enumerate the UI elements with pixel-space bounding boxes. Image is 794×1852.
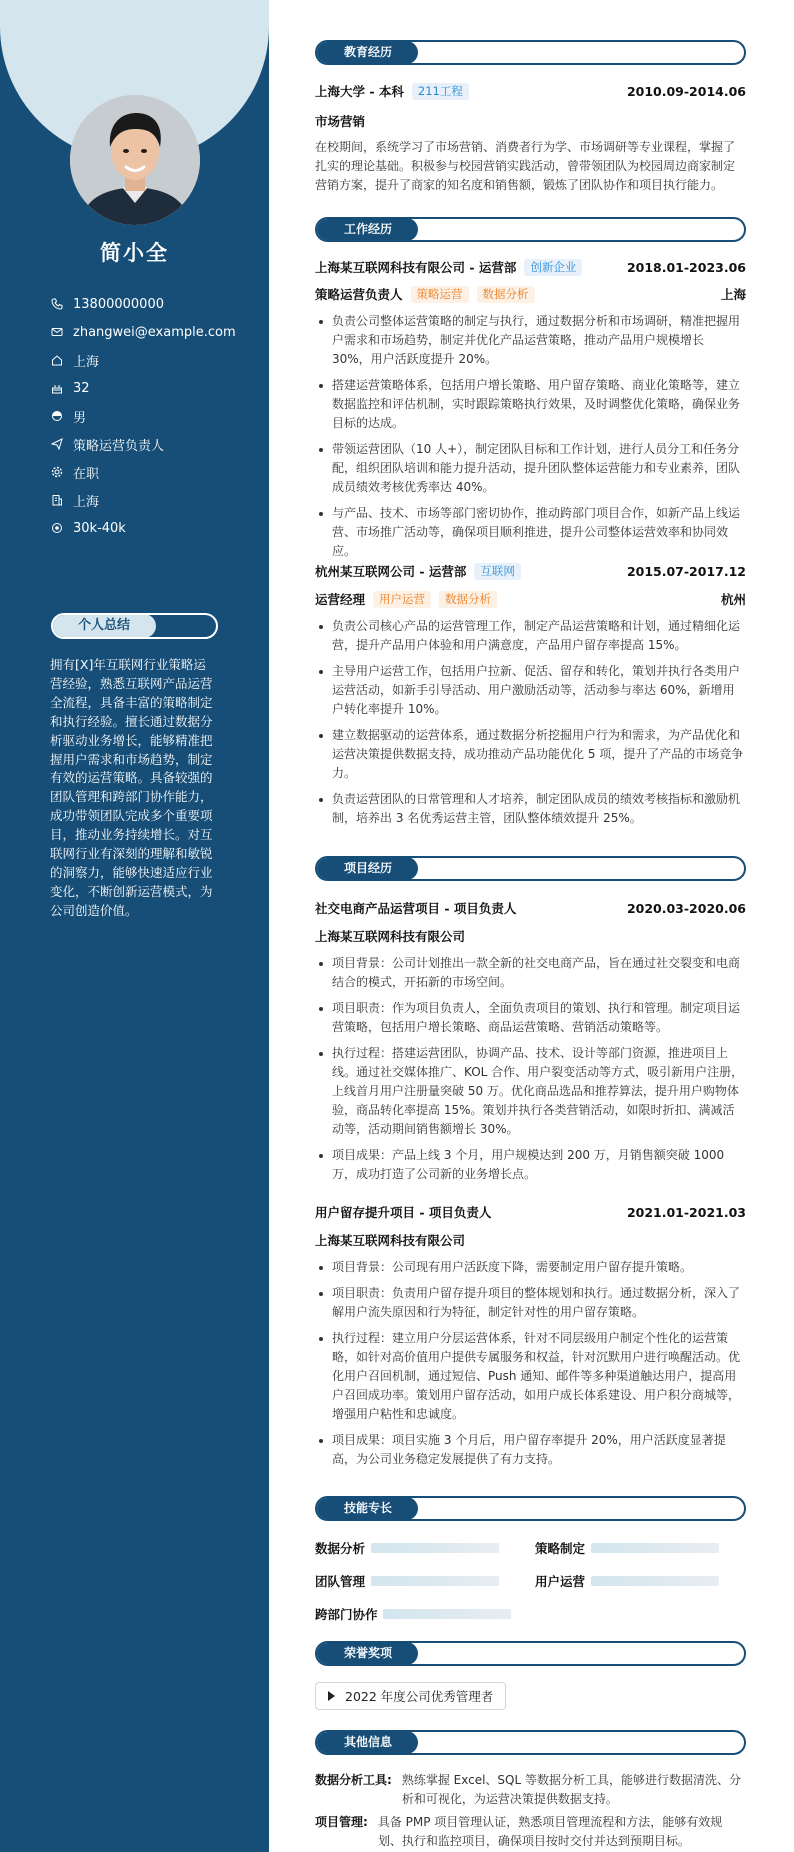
project-2-bullets <box>315 1258 746 1476</box>
job-1-company-tag: 创新企业 <box>524 259 582 276</box>
list-item: 项目成果：产品上线 3 个月，用户规模达到 200 万，月销售额突破 1000 万，成功打造了公司新的业务增长点。 <box>315 1146 746 1184</box>
skills-heading <box>315 1496 746 1521</box>
award-item[interactable] <box>315 1682 506 1710</box>
send-icon <box>51 438 63 450</box>
cake-icon <box>51 382 63 394</box>
other-heading <box>315 1730 746 1755</box>
list-item: 搭建运营策略体系，包括用户增长策略、用户留存策略、商业化策略等，建立数据监控和评估机制，实时跟踪策略执行效果，及时调整优化策略，确保业务目标的达成。 <box>315 376 746 433</box>
project-2-title: 用户留存提升项目 - 项目负责人 <box>315 1205 492 1220</box>
other-item-key: 数据分析工具: <box>315 1773 392 1787</box>
list-item: 负责公司整体运营策略的制定与执行，通过数据分析和市场调研，精准把握用户需求和市场趋势，制定并优化产品运营策略，推动产品用户规模增长 30%，用户活跃度提升 20%。 <box>315 312 746 369</box>
list-item: 项目背景：公司现有用户活跃度下降，需要制定用户留存提升策略。 <box>315 1258 746 1277</box>
location-text: 上海 <box>73 354 100 370</box>
education-heading-label: 教育经历 <box>316 41 418 64</box>
list-item: 项目职责：作为项目负责人，全面负责项目的策划、执行和管理。制定项目运营策略，包括用户增长策略、商品运营策略、营销活动策略等。 <box>315 999 746 1037</box>
skill-name: 跨部门协作 <box>315 1607 378 1622</box>
projects-heading-label: 项目经历 <box>316 857 418 880</box>
money-icon <box>51 522 63 534</box>
job-2-role-row <box>315 590 746 608</box>
work-heading <box>315 217 746 242</box>
job-2-company: 杭州某互联网公司 - 运营部 <box>315 564 467 579</box>
job-1-role-row <box>315 285 746 303</box>
skill-name: 用户运营 <box>535 1574 586 1589</box>
contact-info-list <box>51 290 261 542</box>
list-item: 执行过程：建立用户分层运营体系，针对不同层级用户制定个性化的运营策略，如针对高价值用户提供专属服务和权益，针对沉默用户进行唤醒活动。优化用户召回机制，通过短信、Push 通知、邮件等多种渠道触达用户，提高用户召回成功率。策划用户留存活动，如用户成长体系建设、用户积分商城等，增强用户粘性和忠诚度。 <box>315 1329 746 1424</box>
awards-heading <box>315 1641 746 1666</box>
awards-heading-label: 荣誉奖项 <box>316 1642 418 1665</box>
summary-heading-label: 个人总结 <box>52 614 156 638</box>
list-item: 建立数据驱动的运营体系，通过数据分析挖掘用户行为和需求，为产品优化和运营决策提供数据支持，成功推动产品功能优化 5 项，提升了产品的市场竞争力。 <box>315 726 746 783</box>
email-item <box>51 318 261 346</box>
other-item-value: 熟练掌握 Excel、SQL 等数据分析工具，能够进行数据清洗、分析和可视化，为运营决策提供数据支持。 <box>401 1773 741 1806</box>
project-2-period: 2021.01-2021.03 <box>626 1204 746 1220</box>
status-text: 在职 <box>73 466 100 482</box>
other-heading-label: 其他信息 <box>316 1731 418 1754</box>
job-1-bullets <box>315 312 746 568</box>
skill-bar <box>371 1576 499 1586</box>
phone-text: 13800000000 <box>73 296 164 312</box>
list-item: 项目背景：公司计划推出一款全新的社交电商产品，旨在通过社交裂变和电商结合的模式，开拓新的市场空间。 <box>315 954 746 992</box>
salary-text: 30k-40k <box>73 520 126 536</box>
skill-bar <box>371 1543 499 1553</box>
job-2-company-tag: 互联网 <box>474 563 521 580</box>
skill-name: 策略制定 <box>535 1541 586 1556</box>
project-2-company: 上海某互联网科技有限公司 <box>315 1233 466 1248</box>
education-row <box>315 82 746 100</box>
age-text: 32 <box>73 380 90 396</box>
summary-heading <box>51 613 218 639</box>
list-item: 项目职责：负责用户留存提升项目的整体规划和执行。通过数据分析，深入了解用户流失原因和行为特征，制定针对性的用户留存策略。 <box>315 1284 746 1322</box>
location-item <box>51 346 261 374</box>
job-2-header <box>315 562 746 580</box>
email-icon <box>51 326 63 338</box>
candidate-name: 简小全 <box>100 241 169 265</box>
job-1-role-tag: 数据分析 <box>477 286 535 303</box>
gender-text: 男 <box>73 410 87 426</box>
project-1-period: 2020.03-2020.06 <box>626 900 746 916</box>
email-text: zhangwei@example.com <box>73 324 236 340</box>
skill-data-analysis <box>315 1539 515 1557</box>
job-1-role-tag: 策略运营 <box>411 286 469 303</box>
project-2-header <box>315 1203 746 1221</box>
job-1-company: 上海某互联网科技有限公司 - 运营部 <box>315 260 517 275</box>
skill-team-management <box>315 1572 515 1590</box>
phone-item <box>51 290 261 318</box>
status-item <box>51 458 261 486</box>
list-item: 项目成果：项目实施 3 个月后，用户留存率提升 20%，用户活跃度显著提高，为公司业务稳定发展提供了有力支持。 <box>315 1431 746 1469</box>
job-1-period: 2018.01-2023.06 <box>626 259 746 275</box>
other-item-key: 项目管理: <box>315 1815 368 1829</box>
skills-heading-label: 技能专长 <box>316 1497 418 1520</box>
skill-name: 数据分析 <box>315 1541 366 1556</box>
award-label: 2022 年度公司优秀管理者 <box>345 1689 494 1704</box>
job-2-role-tag: 数据分析 <box>439 591 497 608</box>
education-description: 在校期间，系统学习了市场营销、消费者行为学、市场调研等专业课程，掌握了扎实的理论基础。积极参与校园营销实践活动，曾带领团队为校园周边商家制定营销方案，提升了商家的知名度和销售额，锻炼了团队协作和项目执行能力。 <box>315 140 736 192</box>
project-1-header <box>315 899 746 917</box>
other-item <box>315 1813 746 1851</box>
play-icon <box>328 1691 335 1701</box>
skill-user-operation <box>535 1572 746 1590</box>
list-item: 主导用户运营工作，包括用户拉新、促活、留存和转化，策划并执行各类用户运营活动，如新手引导活动、用户激励活动等，活动参与率达 60%，新增用户转化率提升 10%。 <box>315 662 746 719</box>
target-position-text: 策略运营负责人 <box>73 438 165 454</box>
target-city-text: 上海 <box>73 494 100 510</box>
school-tag: 211工程 <box>412 83 469 100</box>
list-item: 与产品、技术、市场等部门密切协作，推动跨部门项目合作，如新产品上线运营、市场推广活动等，确保项目顺利推进，提升公司整体运营效率和协同效应。 <box>315 504 746 561</box>
education-heading <box>315 40 746 65</box>
target-city-item <box>51 486 261 514</box>
projects-heading <box>315 856 746 881</box>
school-name: 上海大学 - 本科 <box>315 84 404 99</box>
gender-item <box>51 402 261 430</box>
job-2-period: 2015.07-2017.12 <box>626 563 746 579</box>
job-1-header <box>315 258 746 276</box>
job-2-role: 运营经理 <box>315 592 366 607</box>
skill-collaboration <box>315 1605 535 1623</box>
salary-item <box>51 514 261 542</box>
job-1-role: 策略运营负责人 <box>315 287 403 302</box>
home-icon <box>51 354 63 366</box>
building-icon <box>51 494 63 506</box>
project-1-title: 社交电商产品运营项目 - 项目负责人 <box>315 901 517 916</box>
summary-text: 拥有[X]年互联网行业策略运营经验，熟悉互联网产品运营全流程，具备丰富的策略制定和执行经验。擅长通过数据分析驱动业务增长，能够精准把握用户需求和市场趋势，制定有效的运营策略。具备较强的团队管理和跨部门协作能力，成功带领团队完成多个重要项目，推动业务持续增长。对互联网行业有深刻的理解和敏锐的洞察力，能够快速适应行业变化，不断创新运营模式，为公司创造价值。 <box>50 657 213 918</box>
other-item-value: 具备 PMP 项目管理认证，熟悉项目管理流程和方法，能够有效规划、执行和监控项目，确保项目按时交付并达到预期目标。 <box>377 1815 723 1848</box>
education-period: 2010.09-2014.06 <box>626 83 746 99</box>
gender-icon <box>51 410 63 422</box>
avatar <box>70 95 200 225</box>
skill-bar <box>591 1543 719 1553</box>
project-1-bullets <box>315 954 746 1191</box>
skill-bar <box>591 1576 719 1586</box>
target-position-item <box>51 430 261 458</box>
phone-icon <box>51 298 63 310</box>
skill-strategy <box>535 1539 746 1557</box>
list-item: 带领运营团队（10 人+），制定团队目标和工作计划，进行人员分工和任务分配，组织团队培训和能力提升活动，提升团队整体运营能力和专业素养，团队成员绩效考核优秀率达 40%。 <box>315 440 746 497</box>
job-1-city: 上海 <box>720 287 746 302</box>
education-major: 市场营销 <box>315 114 366 129</box>
other-item <box>315 1771 746 1809</box>
work-heading-label: 工作经历 <box>316 218 418 241</box>
job-2-role-tag: 用户运营 <box>373 591 431 608</box>
job-2-city: 杭州 <box>720 592 746 607</box>
skill-bar <box>383 1609 511 1619</box>
list-item: 执行过程：搭建运营团队，协调产品、技术、设计等部门资源，推进项目上线。通过社交媒体推广、KOL 合作、用户裂变活动等方式，吸引新用户注册，上线首月用户注册量突破 50 万。优化商品选品和推荐算法，提升用户购物体验，商品转化率提高 15%。策划并执行各类营销活动，如限时折扣、满减活动等，活动期间销售额增长 30%。 <box>315 1044 746 1139</box>
project-1-company: 上海某互联网科技有限公司 <box>315 929 466 944</box>
age-item <box>51 374 261 402</box>
skill-name: 团队管理 <box>315 1574 366 1589</box>
list-item: 负责运营团队的日常管理和人才培养，制定团队成员的绩效考核指标和激励机制，培养出 3 名优秀运营主管，团队整体绩效提升 25%。 <box>315 790 746 828</box>
gear-icon <box>51 466 63 478</box>
job-2-bullets <box>315 617 746 835</box>
list-item: 负责公司核心产品的运营管理工作，制定产品运营策略和计划，通过精细化运营，提升产品用户体验和用户满意度，产品用户留存率提高 15%。 <box>315 617 746 655</box>
sidebar <box>0 0 269 1852</box>
